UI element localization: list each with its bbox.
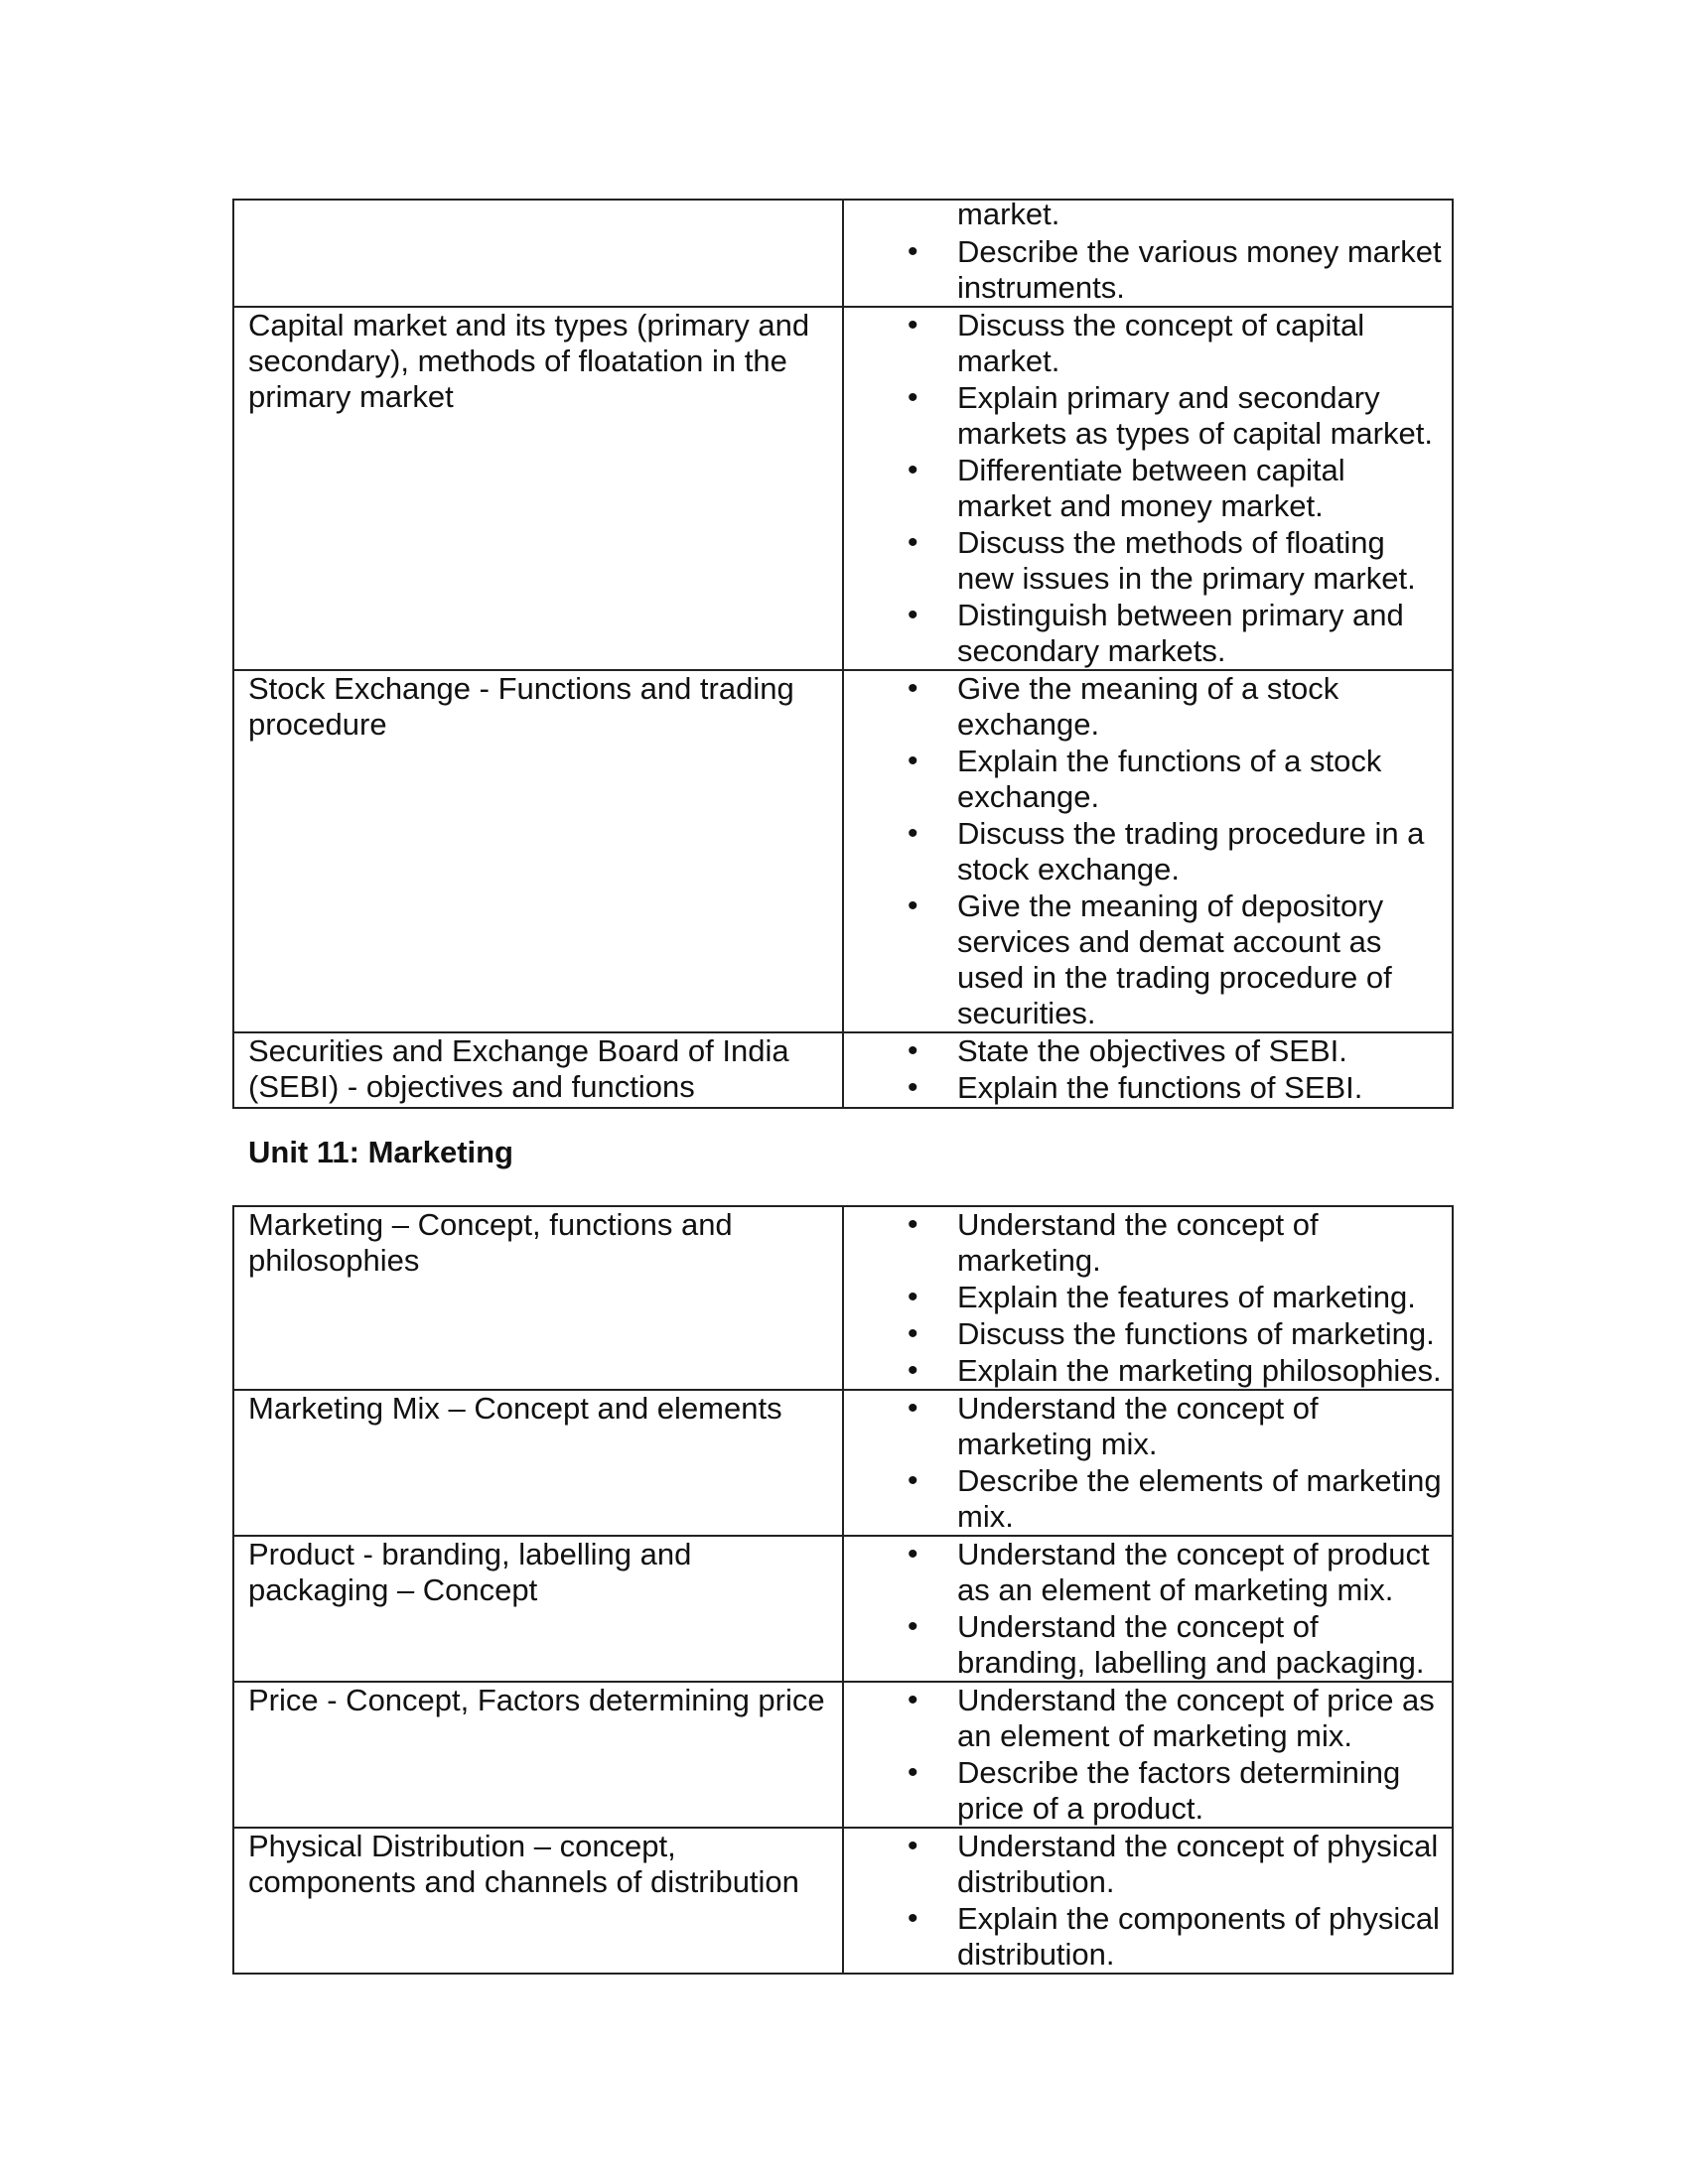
topic-cell: [233, 200, 843, 307]
list-item: • State the objectives of SEBI.: [957, 1033, 1442, 1069]
topic-cell: Securities and Exchange Board of India (SEBI) - objectives and functions: [233, 1032, 843, 1108]
table-body: [233, 197, 1453, 1108]
objectives-list: [844, 308, 1442, 669]
table-row: [233, 1032, 1453, 1108]
table-row: [233, 307, 1453, 670]
list-item: • Describe the various money market instruments.: [957, 234, 1442, 306]
list-item: • Explain the components of physical distribution.: [957, 1901, 1442, 1973]
objectives-list: [844, 671, 1442, 1031]
objectives-cell: [843, 1682, 1453, 1828]
objectives-cell: [843, 1206, 1453, 1390]
list-item: • Differentiate between capital market and money market.: [957, 453, 1442, 524]
objectives-cell: [843, 307, 1453, 670]
topic-cell: Physical Distribution – concept, components and channels of distribution: [233, 1828, 843, 1974]
list-item: • Understand the concept of marketing mix.: [957, 1391, 1442, 1462]
list-item: • Understand the concept of product as an element of marketing mix.: [957, 1537, 1442, 1608]
topic-cell: Marketing – Concept, functions and philosophies: [233, 1206, 843, 1390]
objectives-cell: [843, 1390, 1453, 1536]
unit-heading: Unit 11: Marketing: [248, 1135, 513, 1169]
list-item: • Discuss the trading procedure in a stock exchange.: [957, 816, 1442, 887]
list-item: • Explain primary and secondary markets as types of capital market.: [957, 380, 1442, 452]
topic-cell: Price - Concept, Factors determining price: [233, 1682, 843, 1828]
list-item: • Discuss the concept of capital market.: [957, 308, 1442, 379]
list-item-continuation: market.: [957, 197, 1060, 231]
syllabus-table-marketing: [232, 1205, 1454, 1975]
objectives-list: [844, 1683, 1442, 1827]
objectives-cell: [843, 1032, 1453, 1108]
table-row: [233, 1682, 1453, 1828]
objectives-cell: [843, 670, 1453, 1032]
list-item: • Distinguish between primary and secondary markets.: [957, 598, 1442, 669]
objectives-list: [844, 1033, 1442, 1106]
table-row: [233, 1390, 1453, 1536]
list-item: • Explain the marketing philosophies.: [957, 1353, 1442, 1389]
topic-cell: Product - branding, labelling and packaging – Concept: [233, 1536, 843, 1682]
objectives-cell: [843, 1828, 1453, 1974]
list-item: • Explain the functions of SEBI.: [957, 1070, 1442, 1106]
list-item: • Understand the concept of price as an element of marketing mix.: [957, 1683, 1442, 1754]
objectives-list: [844, 1207, 1442, 1389]
list-item: • Discuss the functions of marketing.: [957, 1316, 1442, 1352]
list-item: • Discuss the methods of floating new issues in the primary market.: [957, 525, 1442, 597]
objectives-list: [844, 1391, 1442, 1535]
list-item: • Understand the concept of marketing.: [957, 1207, 1442, 1279]
list-item: • Describe the factors determining price of a product.: [957, 1755, 1442, 1827]
table-row: [233, 1206, 1453, 1390]
objectives-cell: [843, 197, 1453, 307]
objectives-list: [844, 1537, 1442, 1681]
topic-cell: Marketing Mix – Concept and elements: [233, 1390, 843, 1536]
list-item: • Give the meaning of a stock exchange.: [957, 671, 1442, 743]
list-item: • Understand the concept of branding, labelling and packaging.: [957, 1609, 1442, 1681]
table-body: [233, 1206, 1453, 1974]
list-item: • Explain the features of marketing.: [957, 1280, 1442, 1315]
list-item: • Explain the functions of a stock exchange.: [957, 744, 1442, 815]
table-row: [233, 1536, 1453, 1682]
list-item: • Give the meaning of depository services and demat account as used in the trading procedure of securities.: [957, 888, 1442, 1031]
list-item: • Understand the concept of physical distribution.: [957, 1829, 1442, 1900]
topic-cell: Stock Exchange - Functions and trading procedure: [233, 670, 843, 1032]
table-row: [233, 200, 1453, 307]
syllabus-table-financial-markets: [232, 199, 1454, 1109]
topic-cell: Capital market and its types (primary and secondary), methods of floatation in the primary market: [233, 307, 843, 670]
table-row: [233, 1828, 1453, 1974]
list-item: • Describe the elements of marketing mix.: [957, 1463, 1442, 1535]
objectives-list: [844, 197, 1442, 306]
objectives-list: [844, 1829, 1442, 1973]
objectives-cell: [843, 1536, 1453, 1682]
table-row: [233, 670, 1453, 1032]
